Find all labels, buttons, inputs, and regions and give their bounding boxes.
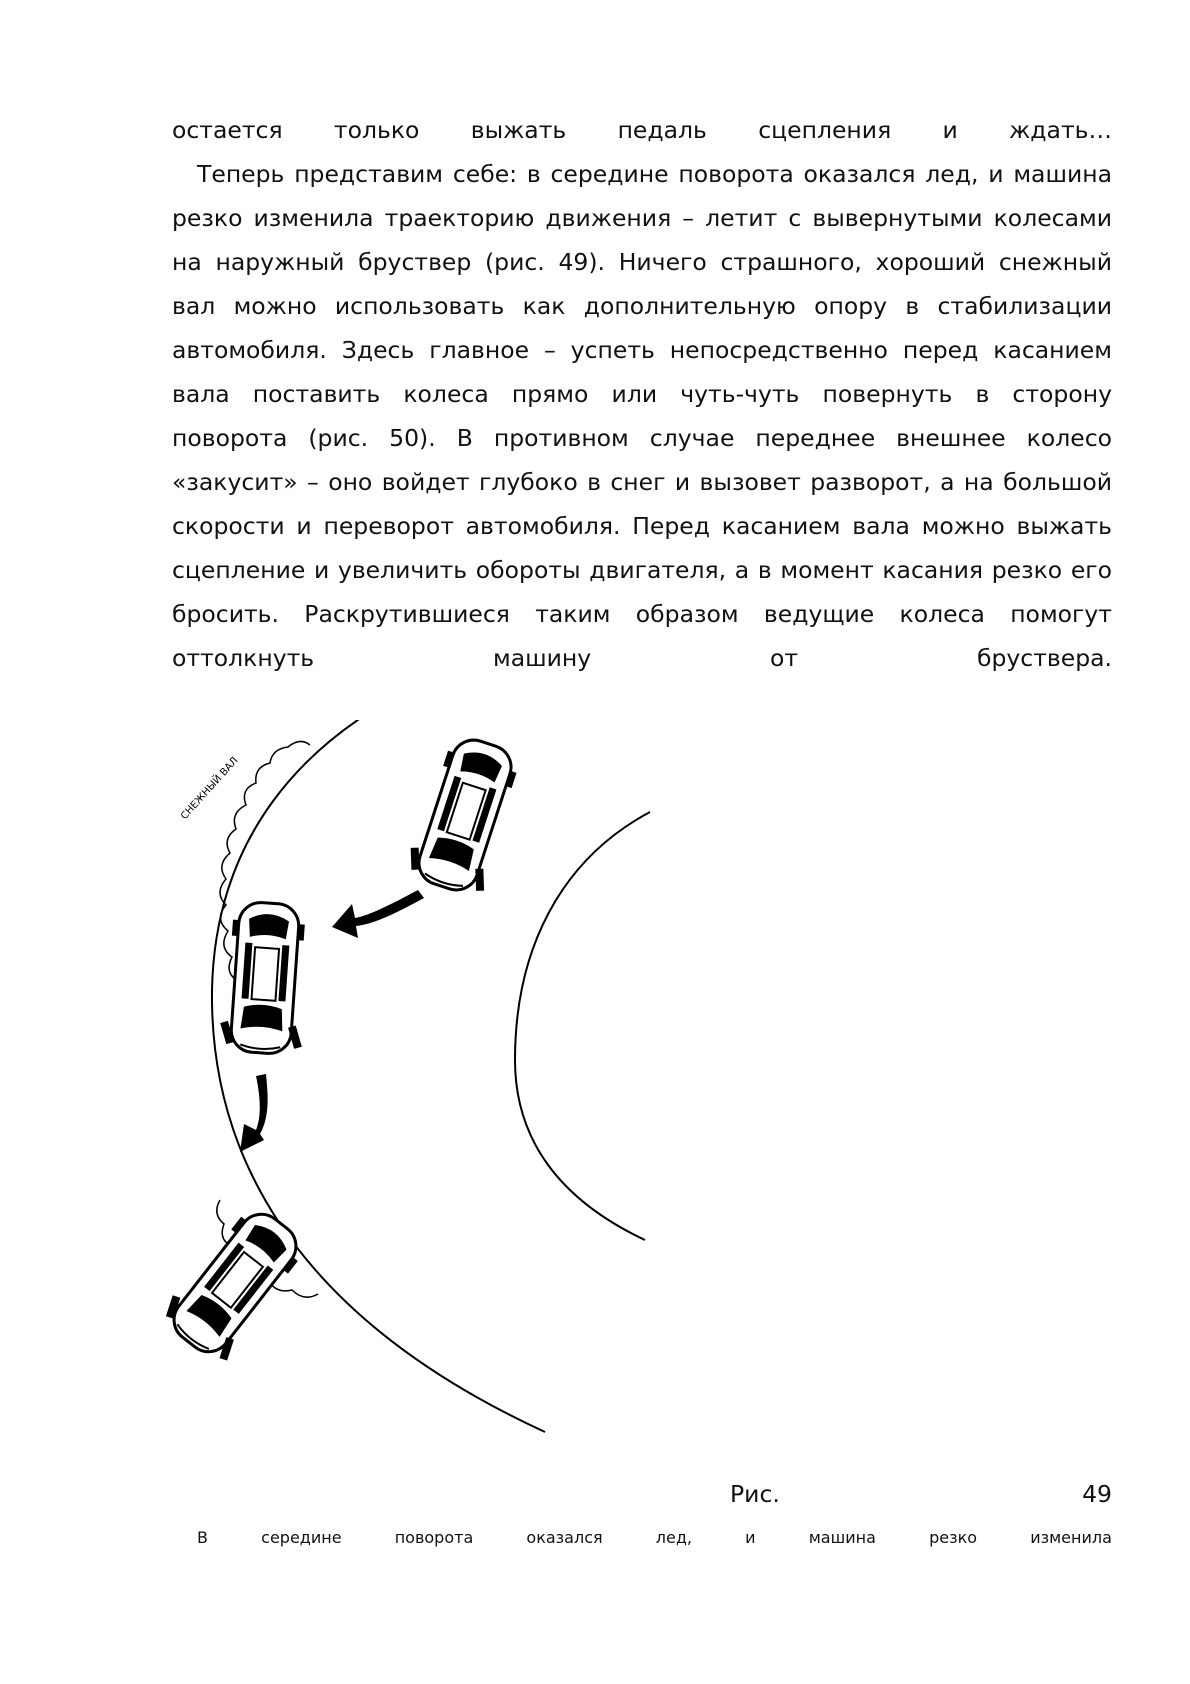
paragraph-2-line: вала поставить колеса прямо или чуть-чуть повернуть в сторону xyxy=(172,380,1112,408)
body-text xyxy=(172,108,1112,680)
word: и xyxy=(942,116,958,144)
paragraph-2-line: резко изменила траекторию движения – летит с вывернутыми колесами xyxy=(172,204,1112,232)
caption-prefix: Рис. xyxy=(730,1480,780,1508)
figure-caption xyxy=(730,1472,1112,1516)
caption-number: 49 xyxy=(1082,1480,1112,1508)
word: резко xyxy=(929,1528,978,1547)
word: поворота xyxy=(394,1528,474,1547)
paragraph-2-last-line xyxy=(172,636,1112,680)
figure-49-illustration xyxy=(160,720,720,1510)
snow-bank-label: СНЕЖНЫЙ ВАЛ xyxy=(179,755,241,823)
paragraph-2-line: «закусит» – оно войдет глубоко в снег и вызовет разворот, а на большой xyxy=(172,468,1112,496)
word: бруствера. xyxy=(976,644,1112,672)
paragraph-2-line: Теперь представим себе: в середине поворота оказался лед, и машина xyxy=(197,160,1112,188)
word: оказался xyxy=(526,1528,603,1547)
figure-description xyxy=(172,1516,1112,1560)
word: остается xyxy=(172,116,283,144)
paragraph-1-last-line xyxy=(172,108,1112,152)
word: лед, xyxy=(655,1528,692,1547)
word: и xyxy=(745,1528,756,1547)
road-inner-edge xyxy=(515,812,650,1240)
word: педаль xyxy=(617,116,707,144)
word: ждать… xyxy=(1009,116,1112,144)
paragraph-2-line: автомобиля. Здесь главное – успеть непосредственно перед касанием xyxy=(172,336,1112,364)
word: оттолкнуть xyxy=(172,644,315,672)
paragraph-2-line: на наружный бруствер (рис. 49). Ничего страшного, хороший снежный xyxy=(172,248,1112,276)
paragraph-2-line: поворота (рис. 50). В противном случае переднее внешнее колесо xyxy=(172,424,1112,452)
arrow-1 xyxy=(332,890,424,938)
car-bottom xyxy=(160,1198,314,1367)
word: выжать xyxy=(470,116,567,144)
word: машина xyxy=(808,1528,876,1547)
car-top xyxy=(402,731,527,899)
arrow-2 xyxy=(240,1074,268,1152)
paragraph-2-line: скорости и переворот автомобиля. Перед касанием вала можно выжать xyxy=(172,512,1112,540)
car-middle xyxy=(218,900,311,1055)
figure-description-line xyxy=(172,1516,1112,1560)
word: изменила xyxy=(1030,1528,1112,1547)
paragraph-2-line: бросить. Раскрутившиеся таким образом ведущие колеса помогут xyxy=(172,600,1112,628)
paragraph-2-line: вал можно использовать как дополнительную опору в стабилизации xyxy=(172,292,1112,320)
word: сцепления xyxy=(758,116,892,144)
word: машину xyxy=(493,644,592,672)
word: от xyxy=(770,644,799,672)
paragraph-2-line: сцепление и увеличить обороты двигателя, а в момент касания резко его xyxy=(172,556,1112,584)
word: В xyxy=(197,1528,208,1547)
word: середине xyxy=(261,1528,342,1547)
word: только xyxy=(333,116,420,144)
